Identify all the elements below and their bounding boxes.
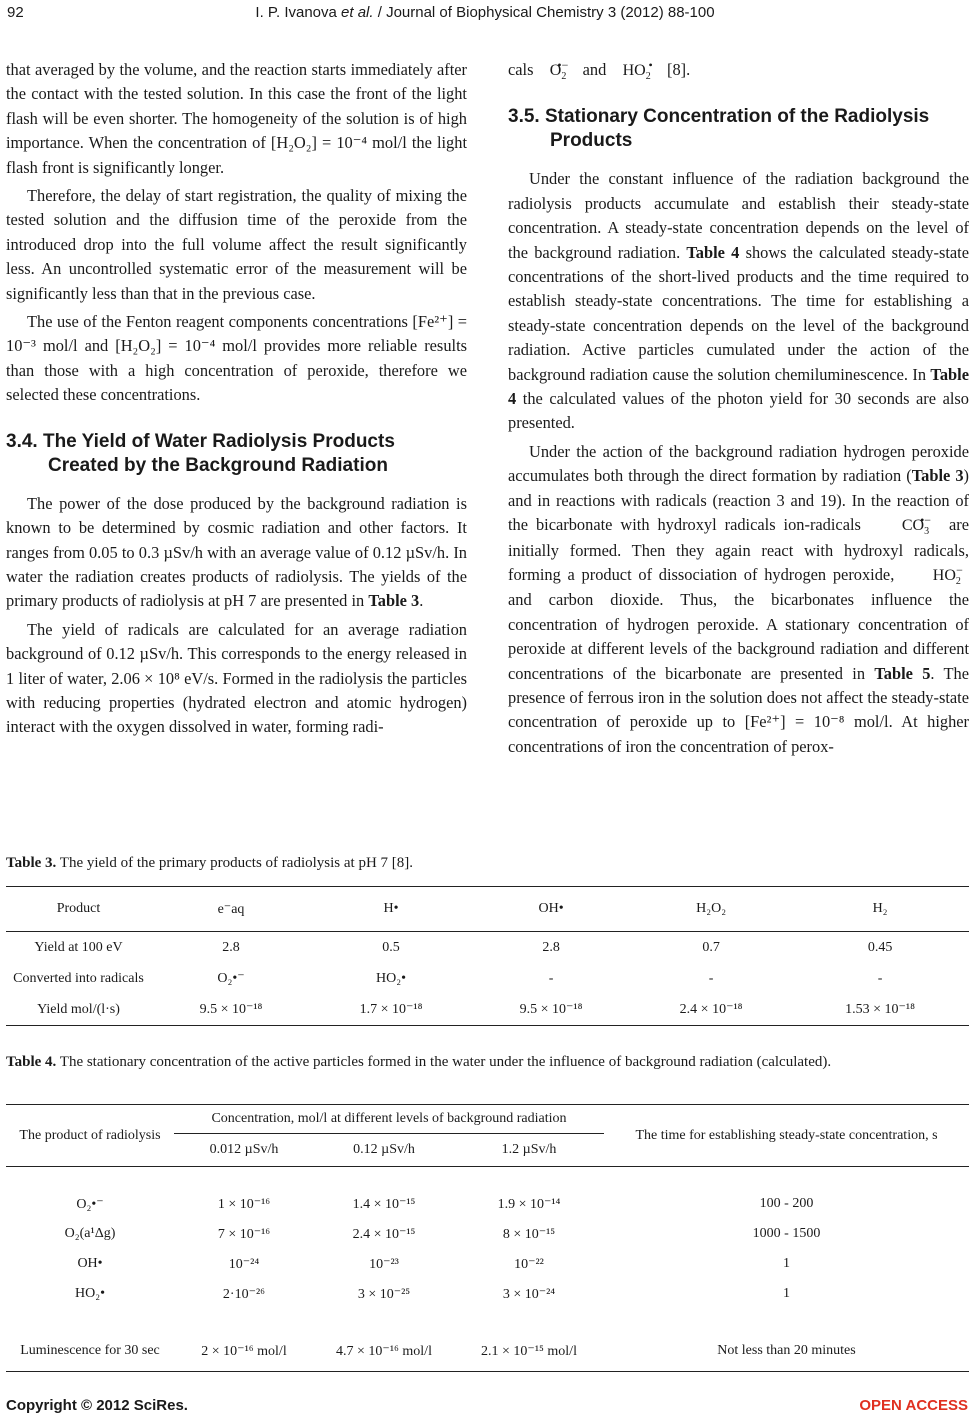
table-header-cell: e⁻aq bbox=[151, 887, 311, 932]
table-4-caption: Table 4. The stationary concentration of the active particles formed in the water under the influence of background radiation (calculated). bbox=[6, 1054, 832, 1070]
superoxide-radical: $O_2$ •− bbox=[549, 58, 569, 83]
running-header bbox=[0, 4, 970, 26]
table-header-cell: H₂ bbox=[791, 887, 969, 932]
table-row: Yield mol/(l·s) 9.5 × 10⁻¹⁸ 1.7 × 10⁻¹⁸ 9.5 × 10⁻¹⁸ 2.4 × 10⁻¹⁸ 1.53 × 10⁻¹⁸ bbox=[37, 1001, 915, 1017]
paragraph: The yield of radicals are calculated for an average radiation background of 0.12 µSv/h. This corresponds to the energy released in 1 liter of water, 2.06 × 10⁸ eV/s. Formed in the radiolysis the particles with reducing properties (hydrated electron and atomic hydrogen) interact with the oxygen dissolved in water, forming radi- bbox=[6, 619, 467, 737]
page-number: 92 bbox=[7, 4, 24, 21]
page-footer bbox=[6, 1397, 968, 1417]
copyright-notice: Copyright © 2012 SciRes. bbox=[6, 1397, 188, 1414]
table-3-ref[interactable]: Table 3 bbox=[368, 591, 420, 611]
paragraph: The use of the Fenton reagent components concentrations [Fe²⁺] = 10⁻³ mol/l and [H₂O₂] = 10⁻⁴ mol/l provides more reliable results than those with a high concentration of peroxide, therefore we selected these concentrations. bbox=[6, 312, 467, 405]
table-3-ref[interactable]: Table 3 bbox=[911, 466, 964, 486]
right-column bbox=[508, 58, 969, 763]
table-header-cell: H• bbox=[311, 887, 471, 932]
table-4-ref[interactable]: Table 4 bbox=[508, 364, 969, 409]
table-header-cell: The time for establishing steady-state concentration, s bbox=[635, 1127, 938, 1143]
table-3-caption: Table 3. The yield of the primary products of radiolysis at pH 7 [8]. bbox=[6, 855, 414, 871]
table-row: OH• 10⁻²⁴ 10⁻²³ 10⁻²² 1 bbox=[77, 1256, 790, 1272]
carbonate-radical: $CO_3$ •− bbox=[901, 513, 932, 538]
paragraph: that averaged by the volume, and the reaction starts immediately after the contact with the tested solution. In this case the front of the light flash will be even shorter. The homogeneity of the solution is of high importance. When the concentration of [H₂O₂] = 10⁻⁴ mol/l the light flash front is significantly longer. bbox=[6, 60, 467, 177]
table-row: O₂(a¹Δg) 7 × 10⁻¹⁶ 2.4 × 10⁻¹⁵ 8 × 10⁻¹⁵ 1000 - 1500 bbox=[64, 1226, 821, 1242]
table-row-luminescence: Luminescence for 30 sec 2 × 10⁻¹⁶ mol/l 4.7 × 10⁻¹⁶ mol/l 2.1 × 10⁻¹⁵ mol/l Not less than 20 minutes bbox=[20, 1343, 856, 1359]
table-row: Yield at 100 eV 2.8 0.5 2.8 0.7 0.45 bbox=[34, 939, 893, 955]
paragraph: Therefore, the delay of start registration, the quality of mixing the tested solution and the diffusion time of the peroxide from the introduced drop into the full volume affect the result significantly less. An uncontrolled systematic error of the measurement will be significantly less than that in the previous case. bbox=[6, 186, 467, 303]
table-4-ref[interactable]: Table 4 bbox=[686, 242, 740, 262]
paragraph: cals $O_2$ •− and $HO_2$ • [8]. bbox=[508, 58, 691, 83]
hydroperoxide-anion: $HO_2$ − bbox=[932, 562, 963, 588]
table-4 bbox=[6, 1104, 969, 1372]
table-header-cell: OH• bbox=[471, 887, 631, 932]
section-heading-3-5: 3.5. Stationary Concentration of the Radiolysis Products bbox=[508, 106, 930, 152]
paragraph: Under the action of the background radiation hydrogen peroxide accumulates both through the direct formation by radiation (Table 3) and in reactions with radicals (reaction 3 and 19). In the reaction of the bicarbonate with hydroxyl radicals ion-radicals $CO_3$ •− are initially formed. Then they again react with hydroxyl radicals, forming a product of dissociation of hydrogen peroxide, $HO_2$ − and carbon dioxide. Thus, the bicarbonates influence the concentration of hydrogen peroxide. A stationary concentration of peroxide at different levels of the background radiation and different concentrations of the bicarbonate are presented in Table 5. The presence of ferrous iron in the solution does not affect the steady-state concentration of peroxide up to [Fe²⁺] = 10⁻⁸ mol/l. At higher concentrations of iron the concentration of perox- bbox=[508, 441, 969, 756]
journal-title: I. P. Ivanova et al. / Journal of Biophysical Chemistry 3 (2012) 88-100 bbox=[255, 4, 715, 21]
table-header-cell: The product of radiolysis bbox=[19, 1127, 161, 1143]
table-header-cell: 0.12 µSv/h bbox=[314, 1134, 454, 1167]
table-row: HO₂• 2·10⁻²⁶ 3 × 10⁻²⁵ 3 × 10⁻²⁴ 1 bbox=[74, 1286, 790, 1302]
table-3 bbox=[6, 886, 969, 1026]
table-row: O₂•⁻ 1 × 10⁻¹⁶ 1.4 × 10⁻¹⁵ 1.9 × 10⁻¹⁴ 100 - 200 bbox=[76, 1196, 814, 1212]
section-heading-3-4: 3.4. The Yield of Water Radiolysis Products Created by the Background Radiation bbox=[6, 430, 395, 476]
table-5-ref[interactable]: Table 5 bbox=[874, 663, 931, 683]
table-header-cell: Concentration, mol/l at different levels of background radiation bbox=[211, 1111, 567, 1126]
left-column bbox=[6, 58, 467, 744]
open-access-label: OPEN ACCESS bbox=[859, 1397, 968, 1414]
table-header-cell: Product bbox=[6, 887, 151, 932]
table-header-cell: 0.012 µSv/h bbox=[174, 1134, 314, 1167]
hydroperoxyl-radical: $HO_2$ • bbox=[622, 58, 653, 83]
table-row: Converted into radicals O₂•⁻ HO₂• - - - bbox=[13, 970, 883, 986]
table-header-cell: H₂O₂ bbox=[631, 887, 791, 932]
paragraph: Under the constant influence of the radiation background the radiolysis products accumulate and establish their steady-state concentration. A steady-state concentration depends on the level of the background radiation. Table 4 shows the calculated steady-state concentrations of the short-lived products and the time required to establish steady-state concentrations. The time for establishing a steady-state concentration depends on the level of the background radiation. Active particles cumulated under the action of the background radiation cause the solution chemiluminescence. In Table 4 the calculated values of the photon yield for 30 seconds are also presented. bbox=[508, 169, 969, 433]
table-header-cell: 1.2 µSv/h bbox=[454, 1134, 604, 1167]
paragraph: The power of the dose produced by the background radiation is known to be determined by cosmic radiation and other factors. It ranges from 0.05 to 0.3 µSv/h with an average value of 0.12 µSv/h. In water the radiation creates products of radiolysis. The yields of the primary products of radiolysis at pH 7 are presented in Table 3. bbox=[6, 493, 467, 611]
